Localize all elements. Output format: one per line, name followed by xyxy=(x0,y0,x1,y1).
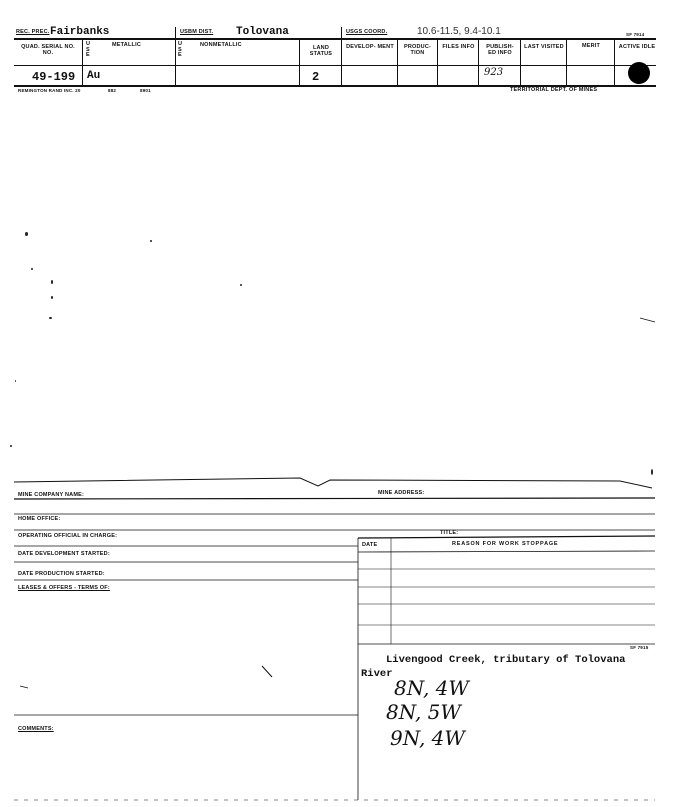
usbm-dist-value: Tolovana xyxy=(236,26,289,38)
land-status-value: 2 xyxy=(312,70,320,84)
leases-offers-label: LEASES & OFFERS - TERMS OF: xyxy=(18,585,110,591)
usgs-coord-label: USGS COORD. xyxy=(346,29,388,35)
serial-number: 49-199 xyxy=(32,70,76,84)
rec-prec-label: REC. PREC. xyxy=(16,29,50,35)
location-typed-line-2: River xyxy=(361,668,393,680)
usbm-dist-label: USBM DIST. xyxy=(180,29,214,35)
usgs-coord-value: 10.6-11.5, 9.4-10.1 xyxy=(417,26,501,37)
col-metallic: METALLIC xyxy=(112,42,141,48)
printer-imprint: REMINGTON RAND INC. 20 xyxy=(18,88,81,93)
col-files-info: FILES INFO xyxy=(442,44,475,50)
printer-code-1: 882 xyxy=(108,88,117,93)
title-label: TITLE: xyxy=(440,530,459,536)
col-last-visited: LAST VISITED xyxy=(524,44,564,50)
metallic-value: Au xyxy=(87,70,101,82)
mine-address-label: MINE ADDRESS: xyxy=(378,490,425,496)
mine-company-name-label: MINE COMPANY NAME: xyxy=(18,492,85,498)
col-production: PRODUC- TION xyxy=(403,44,432,56)
col-development: DEVELOP- MENT xyxy=(346,44,394,50)
operating-official-label: OPERATING OFFICIAL IN CHARGE: xyxy=(18,533,118,539)
col-nonmetallic: NONMETALLIC xyxy=(200,42,242,48)
rec-prec-value: Fairbanks xyxy=(50,26,110,38)
col-use-nonmetal: U S E xyxy=(178,41,183,58)
col-quad-serial: QUAD. SERIAL NO. NO. xyxy=(21,44,75,56)
form-number-2: SF 7915 xyxy=(630,645,649,650)
location-typed-line-1: Livengood Creek, tributary of Tolovana xyxy=(386,654,626,666)
home-office-label: HOME OFFICE: xyxy=(18,516,61,522)
township-range-1: 8N, 4W xyxy=(394,676,469,700)
form-number: SF 7914 xyxy=(626,32,645,37)
col-land-status: LAND STATUS xyxy=(309,45,333,57)
date-development-label: DATE DEVELOPMENT STARTED: xyxy=(18,551,110,557)
agency-imprint: TERRITORIAL DEPT. OF MINES xyxy=(510,87,598,93)
reason-column-header: REASON FOR WORK STOPPAGE xyxy=(452,541,559,547)
col-active-idle: ACTIVE IDLE xyxy=(618,44,656,50)
township-range-3: 9N, 4W xyxy=(390,726,465,750)
comments-label: COMMENTS: xyxy=(18,726,54,732)
published-info-value: 923 xyxy=(484,67,504,78)
date-production-label: DATE PRODUCTION STARTED: xyxy=(18,571,105,577)
date-column-header: DATE xyxy=(362,542,378,548)
township-range-2: 8N, 5W xyxy=(386,700,461,724)
col-use-metal: U S E xyxy=(86,41,91,58)
col-published-info: PUBLISH- ED INFO xyxy=(486,44,514,56)
printer-code-2: 8901 xyxy=(140,88,151,93)
col-merit: MERIT xyxy=(581,43,601,49)
